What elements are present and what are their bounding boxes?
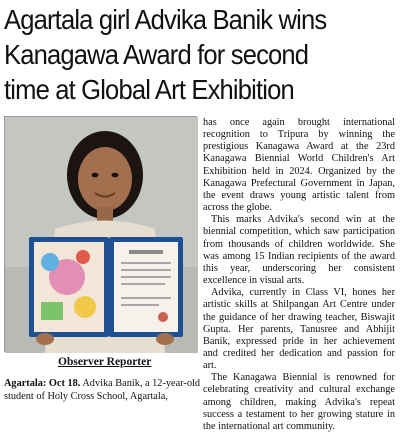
lead-text: Advika Banik, a 12-year-old student of Holy Cross School, Agartala, bbox=[4, 378, 200, 402]
article-paragraph-3: Advika, currently in Class VI, hones her artistic skills at Shilpangan Art Centre under the guidance of her drawing teacher, Biswajit Gupta. Her parents, Tanusree and Abhijit Banik, expressed pride in her achievement and credited her dedication and passion for art. bbox=[203, 287, 395, 372]
headline-line-1: Agartala girl Advika Banik wins bbox=[4, 4, 327, 35]
headline-line-3: time at Global Art Exhibition bbox=[4, 74, 294, 105]
lead-paragraph bbox=[4, 377, 200, 403]
headline bbox=[4, 2, 370, 107]
article-paragraph-4: The Kanagawa Biennial is renowned for celebrating creativity and cultural exchange among children, making Advika's repeat success a testament to her growing stature in the international art community. bbox=[203, 372, 395, 432]
news-photo bbox=[4, 116, 197, 352]
article-paragraph-2: This marks Advika's second win at the biennial competition, which saw participation from thousands of children worldwide. She was among 15 Indian recipients of the award this year, underscoring her consistent excellence in visual arts. bbox=[203, 214, 395, 287]
article-column bbox=[203, 117, 395, 433]
byline: Observer Reporter bbox=[58, 356, 152, 368]
dateline: Agartala: Oct 18. bbox=[4, 378, 81, 389]
headline-line-2: Kanagawa Award for second bbox=[4, 39, 309, 70]
girl-with-award-illustration bbox=[5, 117, 198, 353]
article-paragraph-1: has once again brought international recognition to Tripura by winning the prestigious Kanagawa Award at the 23rd Kanagawa Biennial World Children's Art Exhibition held in 2024. Organized by the Kanagawa Prefectural Government in Japan, the event draws young artistic talent from across the globe. bbox=[203, 117, 395, 214]
